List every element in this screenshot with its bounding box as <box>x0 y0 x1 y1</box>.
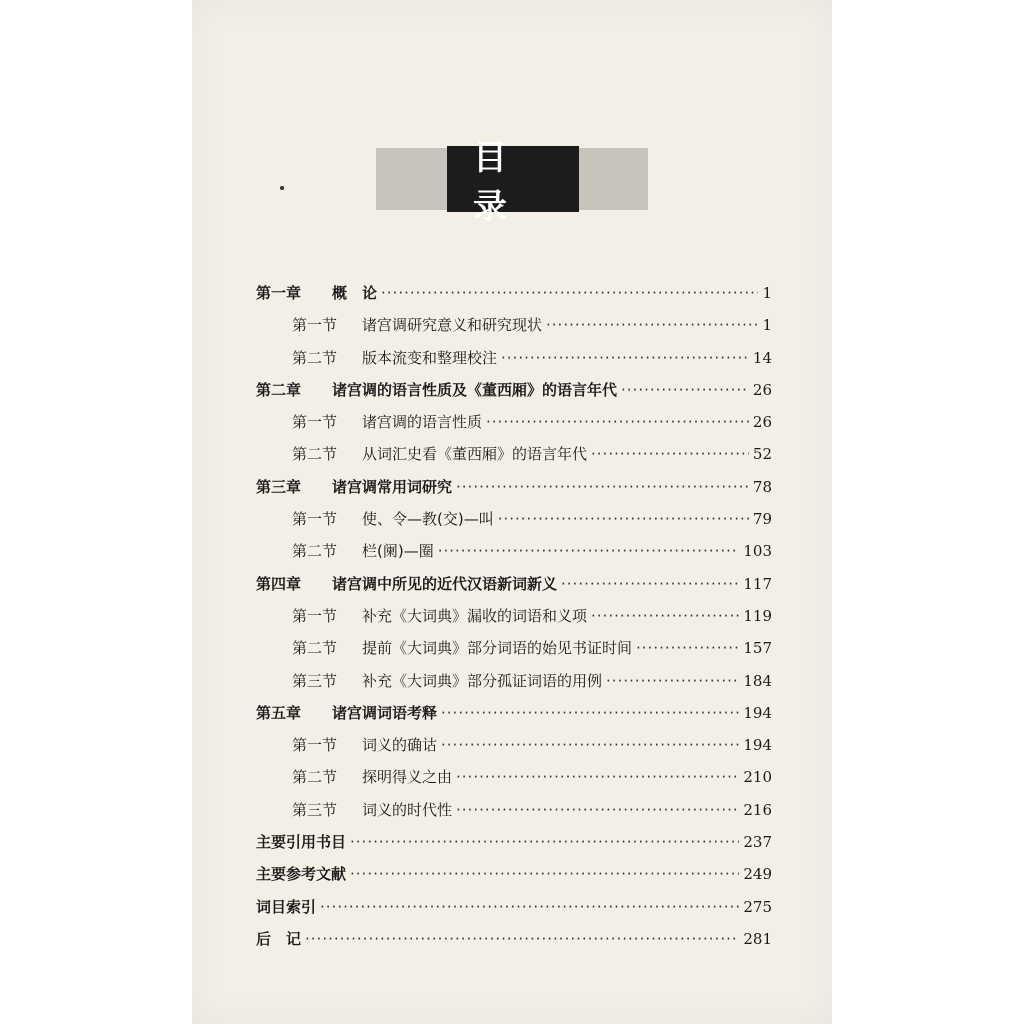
toc-entry <box>256 761 772 793</box>
toc-entry-title: 词义的确诂 <box>362 736 438 755</box>
page-title: 目 录 <box>447 146 579 212</box>
toc-entry <box>256 729 772 761</box>
dot-leader <box>501 342 749 374</box>
toc-entry <box>256 374 772 406</box>
toc-entry-number: 第一节 <box>292 413 338 432</box>
toc-entry-title: 诸宫调词语考释 <box>332 703 438 722</box>
toc-entry <box>256 309 772 341</box>
toc-entry <box>256 794 772 826</box>
toc-entry <box>256 503 772 535</box>
toc-entry <box>256 342 772 374</box>
toc-entry-number: 第一节 <box>292 606 338 625</box>
toc-entry <box>256 568 772 600</box>
toc-entry <box>256 535 772 567</box>
dot-leader <box>561 568 739 600</box>
toc-entry-title: 概 论 <box>332 284 378 302</box>
toc-entry <box>256 438 772 470</box>
toc-entry-page: 157 <box>743 639 772 658</box>
toc-entry-page: 210 <box>743 768 772 787</box>
dot-leader <box>305 923 739 955</box>
toc-entry-number: 第五章 <box>256 703 302 722</box>
dot-leader <box>438 535 740 567</box>
toc-entry-number: 第一节 <box>292 736 338 755</box>
toc-entry-title: 补充《大词典》部分孤证词语的用例 <box>362 671 603 690</box>
dot-leader <box>350 826 739 858</box>
toc-entry-page: 26 <box>752 413 772 432</box>
toc-entry-number: 第二节 <box>292 542 338 561</box>
toc-entry-title: 诸宫调的语言性质及《董西厢》的语言年代 <box>332 380 618 399</box>
toc-entry-number: 第二节 <box>292 768 338 787</box>
dot-leader <box>350 858 739 890</box>
toc-entry-number: 第二节 <box>292 639 338 658</box>
toc-entry-page: 249 <box>743 865 772 884</box>
dot-leader <box>441 697 739 729</box>
toc-entry-title: 诸宫调研究意义和研究现状 <box>362 316 543 335</box>
toc-entry-page: 14 <box>752 348 772 367</box>
toc-entry-title: 诸宫调的语言性质 <box>362 413 483 432</box>
toc-entry-title: 诸宫调中所见的近代汉语新词新义 <box>332 574 558 593</box>
toc-entry-title: 补充《大词典》漏收的词语和义项 <box>362 606 588 625</box>
dot-leader <box>621 374 749 406</box>
toc-entry-page: 216 <box>743 800 772 819</box>
toc-entry-number: 第四章 <box>256 574 302 593</box>
toc-entry-number: 第一节 <box>292 316 338 335</box>
toc-entry-page: 184 <box>743 671 772 690</box>
toc-entry-page: 78 <box>752 477 772 496</box>
dot-leader <box>456 471 749 503</box>
toc-entry <box>256 600 772 632</box>
toc-entry-page: 117 <box>743 574 772 593</box>
dot-leader <box>591 600 739 632</box>
toc-entry-number: 第二节 <box>292 445 338 464</box>
toc-entry-page: 1 <box>762 316 772 335</box>
toc-entry-page: 26 <box>752 380 772 399</box>
dot-leader <box>591 438 749 470</box>
toc-entry-page: 103 <box>743 542 772 561</box>
toc-entry-number: 第三节 <box>292 671 338 690</box>
toc-entry <box>256 632 772 664</box>
toc-entry <box>256 923 772 955</box>
toc-entry-page: 275 <box>743 897 772 916</box>
dot-leader <box>456 761 739 793</box>
print-speck <box>280 186 284 190</box>
toc-entry-page: 194 <box>743 703 772 722</box>
toc-entry <box>256 891 772 923</box>
dot-leader <box>456 794 739 826</box>
toc-entry-number: 第一章 <box>256 284 302 302</box>
toc-entry-page: 194 <box>743 736 772 755</box>
toc-entry <box>256 697 772 729</box>
toc-entry-title: 栏(阑)—圈 <box>362 542 434 561</box>
toc-entry-page: 1 <box>762 284 772 302</box>
toc-entry-number: 第三节 <box>292 800 338 819</box>
toc-entry-title: 主要引用书目 <box>256 833 347 852</box>
toc-entry <box>256 858 772 890</box>
toc-entry-title: 使、令—教(交)—叫 <box>362 510 494 529</box>
toc-entry-number: 第三章 <box>256 477 302 496</box>
toc-entry <box>256 471 772 503</box>
dot-leader <box>320 891 739 923</box>
toc-entry-title: 后 记 <box>256 929 302 948</box>
dot-leader <box>606 665 739 697</box>
toc-entry-title: 从词汇史看《董西厢》的语言年代 <box>362 445 588 464</box>
toc-entry-number: 第一节 <box>292 510 338 529</box>
toc-entry-title: 诸宫调常用词研究 <box>332 477 453 496</box>
toc-entry-number: 第二章 <box>256 380 302 399</box>
book-page <box>192 0 832 1024</box>
toc-entry-page: 237 <box>743 833 772 852</box>
dot-leader <box>381 277 758 309</box>
toc-entry-title: 主要参考文献 <box>256 865 347 884</box>
dot-leader <box>486 406 749 438</box>
dot-leader <box>441 729 739 761</box>
toc-entry-title: 提前《大词典》部分词语的始见书证时间 <box>362 639 633 658</box>
toc-entry <box>256 665 772 697</box>
toc-entry-title: 探明得义之由 <box>362 768 453 787</box>
dot-leader <box>498 503 749 535</box>
toc-entry <box>256 406 772 438</box>
toc-entry-number: 第二节 <box>292 348 338 367</box>
dot-leader <box>636 632 739 664</box>
toc-entry-title: 版本流变和整理校注 <box>362 348 498 367</box>
toc-entry-page: 281 <box>743 929 772 948</box>
toc-entry-page: 52 <box>752 445 772 464</box>
dot-leader <box>546 309 758 341</box>
toc-entry <box>256 826 772 858</box>
table-of-contents <box>256 277 772 955</box>
toc-entry-title: 词目索引 <box>256 897 317 916</box>
toc-entry-title: 词义的时代性 <box>362 800 453 819</box>
toc-entry <box>256 277 772 309</box>
toc-entry-page: 79 <box>752 510 772 529</box>
toc-entry-page: 119 <box>743 606 772 625</box>
